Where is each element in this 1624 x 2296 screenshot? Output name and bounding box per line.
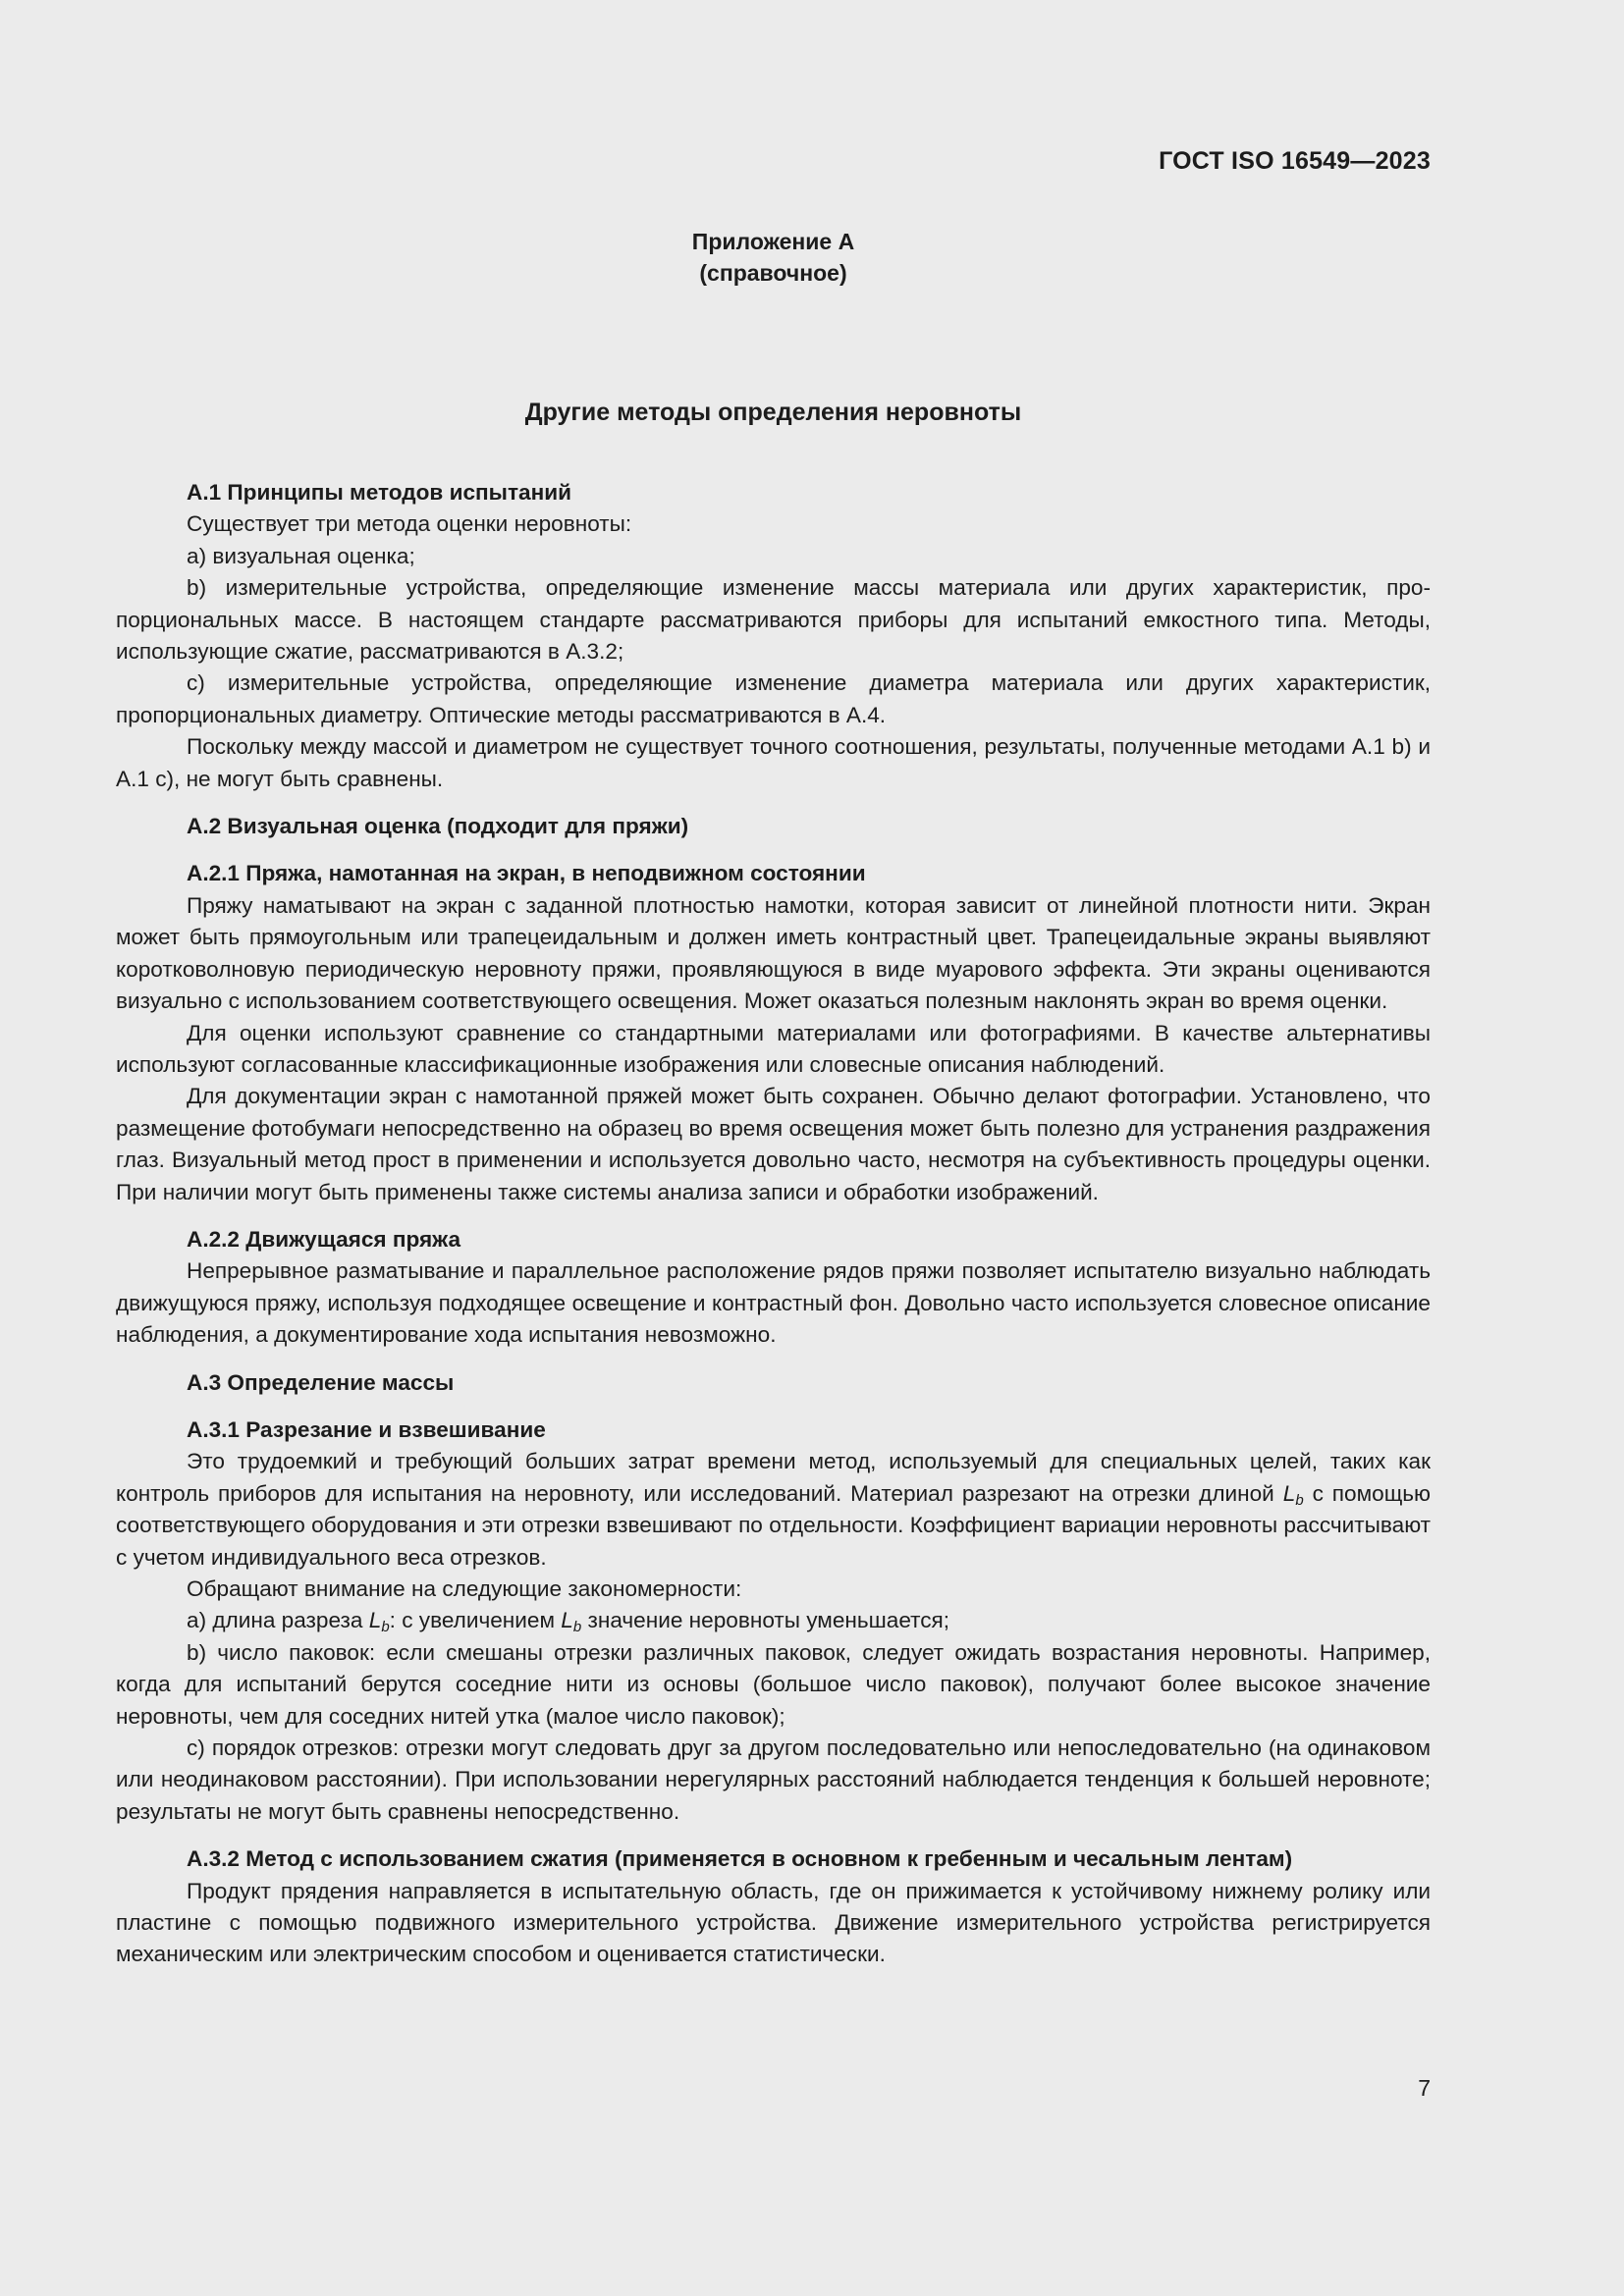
- paragraph: Существует три метода оценки неровноты:: [187, 511, 632, 537]
- list-item: a) визуальная оценка;: [187, 543, 415, 568]
- paragraph: Продукт прядения направляется в испытательную область, где он прижимается к устойчивому нижнему ролику или пластине с помощью подвижного измерительного устройства. Движение измерительного устройства регистрируется механическим или электрическим способом и оценивается статистически.: [116, 1878, 1431, 1967]
- text-run: : с увеличением: [389, 1608, 562, 1633]
- section-heading-a21: А.2.1 Пряжа, намотанная на экран, в неподвижном состоянии: [187, 861, 866, 886]
- symbol-lb: [561, 1608, 582, 1636]
- symbol-subscript: b: [572, 1619, 582, 1636]
- text-run: Это трудоемкий и требующий больших затрат времени метод, используемый для специальных целей, таких как контроль приборов для испытания на неровноту, или исследований. Материал разрезают на отрезки длиной: [116, 1449, 1431, 1506]
- text-run: a) длина разреза: [187, 1608, 369, 1633]
- section-heading-a32: А.3.2 Метод с использованием сжатия (применяется в основном к гребенным и чесальным лентам): [187, 1846, 1293, 1872]
- symbol-base: L: [368, 1608, 382, 1633]
- section-heading-a2: А.2 Визуальная оценка (подходит для пряжи): [187, 814, 689, 839]
- list-item: b) измерительные устройства, определяющие изменение массы материала или других характеристик, пропорциональных массе. В настоящем стандарте рассматриваются приборы для испытаний емкостного типа. Методы, использующие сжатие, рассматриваются в А.3.2;: [116, 575, 1431, 665]
- section-heading-a31: А.3.1 Разрезание и взвешивание: [187, 1416, 546, 1442]
- paragraph: Для документации экран с намотанной пряжей может быть сохранен. Обычно делают фотографии. Установлено, что размещение фотобумаги непосредственно на образец во время освещения может быть полезно для устранения раздражения глаз. Визуальный метод прост в применении и используется довольно часто, несмотря на субъективность процедуры оценки. При наличии могут быть применены также системы анализа записи и обработки изображений.: [116, 1084, 1431, 1204]
- list-item: c) измерительные устройства, определяющие изменение диаметра материала или других характеристик, пропорциональных диаметру. Оптические методы рассматриваются в А.4.: [116, 670, 1431, 727]
- text-run: с помощью соответствующего оборудования и эти отрезки взвешивают по отдельности. Коэффициент вариации неровноты рассчитывают с учетом индивидуального веса отрезков.: [116, 1480, 1432, 1570]
- paragraph: Обращают внимание на следующие закономерности:: [187, 1576, 742, 1601]
- document-body: [116, 477, 1431, 1971]
- symbol-base: L: [1282, 1480, 1296, 1506]
- appendix-subtitle: (справочное): [699, 260, 847, 286]
- symbol-subscript: b: [1295, 1491, 1304, 1509]
- appendix-title: Приложение А: [691, 229, 855, 254]
- section-heading-a3: А.3 Определение массы: [187, 1369, 455, 1395]
- document-page: [116, 0, 1431, 2296]
- appendix-heading: [116, 226, 1431, 289]
- paragraph: Поскольку между массой и диаметром не существует точного соотношения, результаты, полученные методами А.1 b) и А.1 c), не могут быть сравнены.: [116, 734, 1431, 791]
- list-item: b) число паковок: если смешаны отрезки различных паковок, следует ожидать возрастания неровноты. Например, когда для испытаний берутся соседние нити из основы (большое число паковок), получают более высокое значение неровноты, чем для соседних нитей утка (малое число паковок);: [116, 1639, 1431, 1729]
- symbol-subscript: b: [381, 1619, 390, 1636]
- symbol-lb: [368, 1608, 390, 1636]
- paragraph: Непрерывное разматывание и параллельное расположение рядов пряжи позволяет испытателю визуально наблюдать движущуюся пряжу, используя подходящее освещение и контрастный фон. Довольно часто используется словесное описание наблюдения, а документирование хода испытания невозможно.: [116, 1258, 1431, 1348]
- document-title: Другие методы определения неровноты: [524, 399, 1022, 426]
- paragraph: Пряжу наматывают на экран с заданной плотностью намотки, которая зависит от линейной плотности нити. Экран может быть прямоугольным или трапецеидальным и должен иметь контрастный цвет. Трапецеидальные экраны выявляют коротковолновую периодическую неровноту пряжи, проявляющуюся в виде муарового эффекта. Эти экраны оцениваются визуально с использованием соответствующего освещения. Может оказаться полезным наклонять экран во время оценки.: [116, 892, 1431, 1014]
- standard-header: ГОСТ ISO 16549—2023: [1159, 147, 1431, 175]
- symbol-lb: [1282, 1480, 1304, 1509]
- paragraph: Для оценки используют сравнение со стандартными материалами или фотографиями. В качестве альтернативы используют согласованные классификационные изображения или словесные описания наблюдений.: [116, 1020, 1431, 1077]
- section-heading-a22: А.2.2 Движущаяся пряжа: [187, 1226, 461, 1252]
- section-heading-a1: А.1 Принципы методов испытаний: [187, 480, 572, 505]
- paragraph: [116, 1446, 1431, 1574]
- text-run: значение неровноты уменьшается;: [581, 1608, 950, 1633]
- page-number: 7: [1418, 2075, 1431, 2101]
- list-item: c) порядок отрезков: отрезки могут следовать друг за другом последовательно или непоследовательно (на одинаковом или неодинаковом расстоянии). При использовании нерегулярных расстояний наблюдается тенденция к большей неровноте; результаты не могут быть сравнены непосредственно.: [116, 1735, 1431, 1824]
- symbol-base: L: [561, 1608, 573, 1633]
- list-item: [116, 1605, 1431, 1636]
